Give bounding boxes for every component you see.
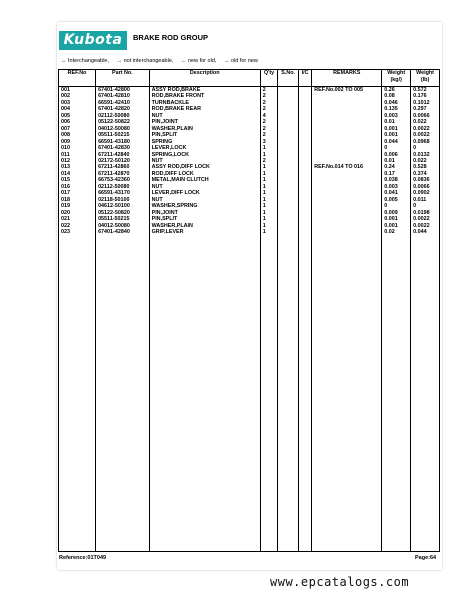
cell-description: ROD,BRAKE REAR [149,106,260,112]
cell-ref: 022 [59,223,96,229]
cell-ref: 001 [59,87,96,94]
cell-ref: 011 [59,152,96,158]
cell-ref: 006 [59,119,96,125]
col-header-ic: I/C [298,70,311,87]
cell-weight-lb: 0.572 [411,87,440,94]
cell-qty: 2 [260,126,278,132]
cell-ref: 018 [59,197,96,203]
cell-qty: 1 [260,229,278,235]
cell-weight-lb: 0.0066 [411,184,440,190]
cell-part-no: 02112-50080 [96,113,150,119]
cell-ref: 005 [59,113,96,119]
cell-part-no: 67401-42820 [96,106,150,112]
cell-weight-kg: 0.001 [382,223,411,229]
blank-cell [149,235,260,551]
cell-ref: 016 [59,184,96,190]
cell-qty: 1 [260,152,278,158]
cell-part-no: 02172-50120 [96,158,150,164]
cell-part-no: 67211-42860 [96,164,150,170]
cell-part-no: 66591-43180 [96,139,150,145]
cell-qty: 2 [260,93,278,99]
cell-description: LEVER,LOCK [149,145,260,151]
cell-qty: 1 [260,145,278,151]
cell-ref: 004 [59,106,96,112]
col-header-weight-kg: Weight (kg/) [382,70,411,87]
cell-description: ROD,DIFF LOCK [149,171,260,177]
cell-ref: 007 [59,126,96,132]
cell-part-no: 02112-50080 [96,184,150,190]
col-header-remarks: REMARKS [312,70,382,87]
cell-qty: 1 [260,190,278,196]
cell-description: TURNBACKLE [149,100,260,106]
cell-weight-kg: 0.17 [382,171,411,177]
cell-description: ASSY ROD,DIFF LOCK [149,164,260,170]
cell-weight-lb: 0.0198 [411,210,440,216]
cell-ref: 020 [59,210,96,216]
cell-qty: 2 [260,119,278,125]
cell-weight-kg: 0.001 [382,132,411,138]
cell-qty: 1 [260,203,278,209]
col-header-ref: REF.No [59,70,96,87]
cell-weight-lb: 0.176 [411,93,440,99]
blank-cell [298,235,311,551]
cell-weight-lb: 0.0022 [411,132,440,138]
cell-part-no: 04012-50080 [96,223,150,229]
col-header-qty: Q'ty [260,70,278,87]
cell-part-no: 67401-42830 [96,145,150,151]
cell-qty: 2 [260,100,278,106]
cell-qty: 4 [260,113,278,119]
interchangeability-legend [61,58,264,64]
cell-part-no: 02118-50100 [96,197,150,203]
cell-ic [298,87,311,94]
cell-weight-lb: 0.0022 [411,223,440,229]
cell-description: GRIP,LEVER [149,229,260,235]
cell-description: PIN,JOINT [149,119,260,125]
cell-part-no: 05122-50822 [96,119,150,125]
cell-ref: 012 [59,158,96,164]
cell-ref: 010 [59,145,96,151]
cell-weight-kg: 0.02 [382,229,411,235]
footer-reference: Reference:01T049 [59,555,107,561]
cell-part-no: 67401-42800 [96,87,150,94]
cell-weight-lb: 0 [411,145,440,151]
cell-weight-lb: 0.022 [411,119,440,125]
cell-weight-lb: 0.0066 [411,113,440,119]
cell-part-no: 67211-42840 [96,152,150,158]
cell-weight-kg: 0.038 [382,177,411,183]
kubota-logo: Kubota [59,31,127,50]
cell-ref: 014 [59,171,96,177]
cell-ref: 013 [59,164,96,170]
cell-ref: 021 [59,216,96,222]
cell-weight-lb: 0.022 [411,158,440,164]
cell-weight-kg: 0.24 [382,164,411,170]
cell-qty: 3 [260,139,278,145]
cell-weight-kg: 0 [382,203,411,209]
cell-weight-kg: 0.26 [382,87,411,94]
cell-part-no: 67211-42870 [96,171,150,177]
cell-weight-lb: 0.044 [411,229,440,235]
cell-description: PIN,JOINT [149,210,260,216]
cell-qty: 1 [260,177,278,183]
cell-weight-kg: 0.01 [382,158,411,164]
table-header-row [59,70,440,87]
cell-weight-kg: 0.001 [382,216,411,222]
cell-ref: 002 [59,93,96,99]
cell-qty: 2 [260,106,278,112]
cell-weight-kg: 0.005 [382,197,411,203]
cell-weight-lb: 0.297 [411,106,440,112]
cell-weight-lb: 0.0902 [411,190,440,196]
cell-description: WASHER,PLAIN [149,126,260,132]
cell-part-no: 67401-42810 [96,93,150,99]
cell-description: PIN,SPLIT [149,132,260,138]
cell-weight-lb: 0 [411,203,440,209]
cell-qty: 1 [260,197,278,203]
cell-description: WASHER,PLAIN [149,223,260,229]
cell-weight-lb: 0.1012 [411,100,440,106]
blank-cell [312,235,382,551]
cell-description: NUT [149,113,260,119]
cell-description: WASHER,SPRING [149,203,260,209]
cell-description: NUT [149,197,260,203]
cell-remarks: REF.No.014 TO 016 [312,164,382,170]
cell-description: NUT [149,184,260,190]
cell-qty: 1 [260,184,278,190]
cell-weight-lb: 0.0022 [411,126,440,132]
cell-weight-kg: 0.044 [382,139,411,145]
blank-cell [96,235,150,551]
cell-qty: 1 [260,223,278,229]
cell-weight-kg: 0.003 [382,184,411,190]
cell-weight-lb: 0.011 [411,197,440,203]
cell-weight-lb: 0.528 [411,164,440,170]
cell-weight-lb: 0.0022 [411,216,440,222]
legend-new-for-old: ← new for old, [180,58,217,64]
cell-ref: 003 [59,100,96,106]
cell-weight-kg: 0.001 [382,126,411,132]
cell-weight-lb: 0.374 [411,171,440,177]
cell-description: SPRING [149,139,260,145]
cell-part-no: 05511-50215 [96,132,150,138]
cell-part-no: 66591-42410 [96,100,150,106]
cell-ref: 019 [59,203,96,209]
col-header-part: Part No. [96,70,150,87]
blank-cell [59,235,96,551]
cell-description: NUT [149,158,260,164]
legend-not-interchangeable: → not interchangeable, [116,58,174,64]
parts-table [58,69,440,552]
cell-qty: 2 [260,158,278,164]
cell-weight-kg: 0.009 [382,210,411,216]
cell-part-no: 67401-42840 [96,229,150,235]
cell-weight-kg: 0 [382,145,411,151]
table-row [59,87,440,94]
cell-description: ASSY ROD,BRAKE [149,87,260,94]
cell-qty: 1 [260,216,278,222]
blank-cell [411,235,440,551]
cell-weight-kg: 0.08 [382,93,411,99]
cell-part-no: 66753-42360 [96,177,150,183]
cell-description: LEVER,DIFF LOCK [149,190,260,196]
blank-cell [278,235,299,551]
cell-qty: 1 [260,171,278,177]
cell-sno [278,87,299,94]
cell-description: SPRING,LOCK [149,152,260,158]
parts-table-body [59,87,440,552]
cell-description: METAL,MAIN CLUTCH [149,177,260,183]
cell-part-no: 66591-43170 [96,190,150,196]
col-header-sno: S.No. [278,70,299,87]
cell-weight-kg: 0.01 [382,119,411,125]
cell-ref: 008 [59,132,96,138]
cell-qty: 2 [260,87,278,94]
cell-ref: 017 [59,190,96,196]
cell-ref: 015 [59,177,96,183]
cell-weight-kg: 0.041 [382,190,411,196]
group-title: BRAKE ROD GROUP [133,33,209,42]
legend-old-for-new: → old for new [223,58,258,64]
cell-part-no: 05511-50215 [96,216,150,222]
cell-part-no: 05122-50820 [96,210,150,216]
cell-remarks: REF.No.002 TO 005 [312,87,382,94]
cell-qty: 2 [260,132,278,138]
table-blank-area [59,235,440,551]
cell-ref: 023 [59,229,96,235]
cell-weight-kg: 0.003 [382,113,411,119]
cell-qty: 1 [260,210,278,216]
cell-description: PIN,SPLIT [149,216,260,222]
cell-qty: 1 [260,164,278,170]
blank-cell [382,235,411,551]
cell-weight-kg: 0.006 [382,152,411,158]
blank-cell [260,235,278,551]
cell-weight-kg: 0.046 [382,100,411,106]
cell-ref: 009 [59,139,96,145]
cell-weight-lb: 0.0836 [411,177,440,183]
cell-part-no: 04012-50080 [96,126,150,132]
legend-interchangeable: ↔ Interchangeable, [61,58,110,64]
watermark-url: www.epcatalogs.com [270,575,410,589]
cell-weight-lb: 0.0132 [411,152,440,158]
cell-weight-kg: 0.135 [382,106,411,112]
cell-part-no: 04612-50100 [96,203,150,209]
cell-description: ROD,BRAKE FRONT [149,93,260,99]
cell-weight-lb: 0.0968 [411,139,440,145]
col-header-weight-lb: Weight (lb) [411,70,440,87]
footer-page-number: Page:64 [415,555,437,561]
col-header-description: Description [149,70,260,87]
